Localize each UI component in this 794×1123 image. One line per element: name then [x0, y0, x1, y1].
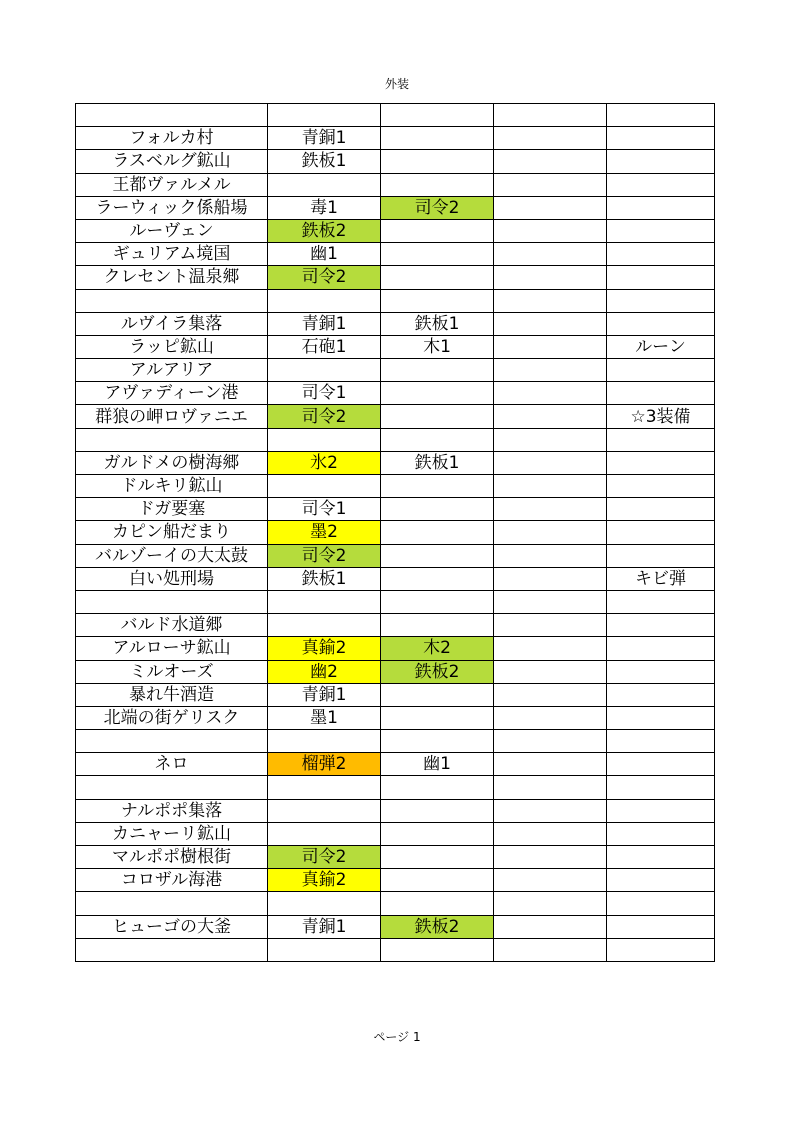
material-cell	[607, 683, 715, 706]
material-cell	[494, 915, 607, 938]
material-cell: ルーン	[607, 335, 715, 358]
material-cell	[607, 127, 715, 150]
material-cell: キビ弾	[607, 567, 715, 590]
material-cell: 木2	[381, 637, 494, 660]
location-cell: ヒューゴの大釜	[76, 915, 268, 938]
material-cell	[494, 544, 607, 567]
material-cell	[268, 104, 381, 127]
material-cell: 司令2	[268, 266, 381, 289]
material-cell	[494, 219, 607, 242]
material-cell	[607, 312, 715, 335]
material-cell	[607, 799, 715, 822]
location-cell: ルーヴェン	[76, 219, 268, 242]
material-cell	[268, 475, 381, 498]
location-cell	[76, 730, 268, 753]
material-cell	[381, 730, 494, 753]
table-row	[76, 173, 715, 196]
location-cell: クレセント温泉郷	[76, 266, 268, 289]
material-cell	[268, 173, 381, 196]
material-cell	[607, 660, 715, 683]
material-cell: 榴弾2	[268, 753, 381, 776]
material-cell	[494, 405, 607, 428]
material-cell	[381, 405, 494, 428]
location-cell: 暴れ牛酒造	[76, 683, 268, 706]
material-cell	[607, 451, 715, 474]
material-cell	[268, 938, 381, 961]
material-cell	[381, 846, 494, 869]
material-cell	[381, 243, 494, 266]
table-row	[76, 544, 715, 567]
material-cell	[381, 104, 494, 127]
material-cell	[494, 706, 607, 729]
location-cell: 王都ヴァルメル	[76, 173, 268, 196]
table-row	[76, 822, 715, 845]
location-cell: フォルカ村	[76, 127, 268, 150]
material-cell	[607, 498, 715, 521]
location-cell: ラーウィック係船場	[76, 196, 268, 219]
location-cell: ギュリアム境国	[76, 243, 268, 266]
location-cell: ルヴイラ集落	[76, 312, 268, 335]
material-cell	[607, 104, 715, 127]
material-cell	[494, 776, 607, 799]
material-cell	[494, 498, 607, 521]
location-cell: ラスベルグ鉱山	[76, 150, 268, 173]
material-cell	[268, 614, 381, 637]
material-cell	[381, 544, 494, 567]
location-cell	[76, 289, 268, 312]
material-cell	[381, 173, 494, 196]
material-cell: 青銅1	[268, 915, 381, 938]
material-cell	[607, 266, 715, 289]
material-cell: 石砲1	[268, 335, 381, 358]
material-cell: 木1	[381, 335, 494, 358]
material-cell	[494, 266, 607, 289]
material-cell	[607, 521, 715, 544]
material-cell	[607, 938, 715, 961]
material-cell: 毒1	[268, 196, 381, 219]
location-cell: バルド水道郷	[76, 614, 268, 637]
table-row	[76, 312, 715, 335]
material-cell: 青銅1	[268, 683, 381, 706]
table-row	[76, 382, 715, 405]
material-cell	[381, 938, 494, 961]
material-cell	[607, 892, 715, 915]
material-cell	[381, 614, 494, 637]
location-cell: 群狼の岬ロヴァニエ	[76, 405, 268, 428]
material-cell: 鉄板1	[268, 567, 381, 590]
material-cell	[607, 776, 715, 799]
material-cell	[607, 614, 715, 637]
material-cell	[381, 683, 494, 706]
material-cell: 墨2	[268, 521, 381, 544]
material-cell	[381, 382, 494, 405]
material-cell	[494, 451, 607, 474]
material-cell	[268, 822, 381, 845]
material-cell	[607, 382, 715, 405]
table-row	[76, 892, 715, 915]
material-cell	[607, 730, 715, 753]
table-row	[76, 150, 715, 173]
material-cell	[494, 312, 607, 335]
material-cell	[494, 846, 607, 869]
material-cell: 司令2	[268, 405, 381, 428]
location-cell: ドルキリ鉱山	[76, 475, 268, 498]
material-cell	[607, 753, 715, 776]
material-cell	[381, 127, 494, 150]
table-row	[76, 405, 715, 428]
material-cell	[494, 150, 607, 173]
material-cell	[268, 590, 381, 613]
material-cell: 幽1	[268, 243, 381, 266]
material-cell	[607, 428, 715, 451]
table-row	[76, 706, 715, 729]
material-cell: ☆3装備	[607, 405, 715, 428]
material-cell	[607, 219, 715, 242]
location-cell	[76, 892, 268, 915]
material-cell	[494, 567, 607, 590]
table-row	[76, 289, 715, 312]
material-cell	[381, 869, 494, 892]
location-cell: アヴァディーン港	[76, 382, 268, 405]
location-cell	[76, 938, 268, 961]
table-row	[76, 938, 715, 961]
material-cell	[381, 150, 494, 173]
table-row	[76, 475, 715, 498]
table-row	[76, 521, 715, 544]
material-cell	[494, 753, 607, 776]
material-cell: 青銅1	[268, 312, 381, 335]
material-cell	[494, 590, 607, 613]
material-cell	[494, 869, 607, 892]
material-cell	[607, 846, 715, 869]
material-cell	[381, 590, 494, 613]
table-row	[76, 219, 715, 242]
material-cell: 鉄板2	[381, 915, 494, 938]
location-cell: バルゾーイの大太鼓	[76, 544, 268, 567]
material-cell	[381, 359, 494, 382]
material-cell	[607, 173, 715, 196]
material-cell	[381, 289, 494, 312]
material-cell	[494, 359, 607, 382]
material-cell	[494, 289, 607, 312]
location-cell	[76, 104, 268, 127]
material-cell: 鉄板2	[381, 660, 494, 683]
material-cell: 幽2	[268, 660, 381, 683]
table-row	[76, 266, 715, 289]
table-row	[76, 243, 715, 266]
material-cell	[381, 799, 494, 822]
table-row	[76, 567, 715, 590]
material-cell	[494, 822, 607, 845]
location-cell: コロザル海港	[76, 869, 268, 892]
table-row	[76, 683, 715, 706]
material-cell	[381, 498, 494, 521]
material-cell	[494, 799, 607, 822]
table-row	[76, 799, 715, 822]
material-cell: 真鍮2	[268, 869, 381, 892]
location-cell: ネロ	[76, 753, 268, 776]
location-cell: マルポポ樹根街	[76, 846, 268, 869]
location-cell: アルローサ鉱山	[76, 637, 268, 660]
material-cell	[381, 567, 494, 590]
location-cell	[76, 590, 268, 613]
table-row	[76, 451, 715, 474]
spreadsheet-body	[76, 104, 715, 962]
material-cell	[494, 892, 607, 915]
material-cell: 墨1	[268, 706, 381, 729]
material-cell	[494, 614, 607, 637]
material-cell	[607, 243, 715, 266]
material-cell: 司令2	[268, 544, 381, 567]
material-cell	[381, 706, 494, 729]
material-cell	[494, 938, 607, 961]
material-cell	[607, 150, 715, 173]
material-cell	[607, 869, 715, 892]
table-row	[76, 846, 715, 869]
material-cell: 司令1	[268, 498, 381, 521]
table-row	[76, 428, 715, 451]
location-cell: ミルオーズ	[76, 660, 268, 683]
material-cell	[381, 475, 494, 498]
material-cell: 鉄板1	[268, 150, 381, 173]
material-cell	[268, 428, 381, 451]
table-row	[76, 637, 715, 660]
location-cell: ラッピ鉱山	[76, 335, 268, 358]
material-cell: 真鍮2	[268, 637, 381, 660]
material-cell	[268, 289, 381, 312]
material-cell	[381, 266, 494, 289]
location-cell	[76, 776, 268, 799]
location-cell: ナルポポ集落	[76, 799, 268, 822]
material-cell	[268, 730, 381, 753]
material-cell: 鉄板2	[268, 219, 381, 242]
material-cell	[268, 892, 381, 915]
table-row	[76, 590, 715, 613]
table-row	[76, 660, 715, 683]
material-cell	[381, 219, 494, 242]
material-cell	[607, 544, 715, 567]
material-cell	[607, 590, 715, 613]
material-cell	[607, 822, 715, 845]
material-cell	[494, 127, 607, 150]
material-cell	[494, 104, 607, 127]
location-cell: ドガ要塞	[76, 498, 268, 521]
table-row	[76, 915, 715, 938]
material-cell	[494, 428, 607, 451]
material-cell	[494, 730, 607, 753]
material-cell	[494, 683, 607, 706]
location-cell	[76, 428, 268, 451]
location-cell: 白い処刑場	[76, 567, 268, 590]
table-row	[76, 614, 715, 637]
page-header: 外装	[384, 77, 409, 91]
material-cell: 幽1	[381, 753, 494, 776]
table-row	[76, 753, 715, 776]
material-cell	[268, 799, 381, 822]
material-cell: 氷2	[268, 451, 381, 474]
table-row	[76, 730, 715, 753]
material-cell	[607, 196, 715, 219]
material-cell	[607, 915, 715, 938]
location-cell: ガルドメの樹海郷	[76, 451, 268, 474]
material-cell	[494, 196, 607, 219]
material-cell: 鉄板1	[381, 312, 494, 335]
location-cell: カピン船だまり	[76, 521, 268, 544]
material-cell: 司令2	[381, 196, 494, 219]
material-cell	[494, 382, 607, 405]
material-cell	[381, 521, 494, 544]
material-cell: 司令1	[268, 382, 381, 405]
material-cell: 鉄板1	[381, 451, 494, 474]
spreadsheet-table	[75, 103, 715, 962]
table-row	[76, 498, 715, 521]
table-row	[76, 104, 715, 127]
location-cell: カニャーリ鉱山	[76, 822, 268, 845]
material-cell	[494, 335, 607, 358]
material-cell	[494, 660, 607, 683]
material-cell	[381, 428, 494, 451]
table-row	[76, 359, 715, 382]
material-cell	[381, 822, 494, 845]
table-row	[76, 335, 715, 358]
material-cell	[607, 359, 715, 382]
material-cell: 青銅1	[268, 127, 381, 150]
material-cell	[494, 637, 607, 660]
table-row	[76, 776, 715, 799]
material-cell	[381, 776, 494, 799]
material-cell	[268, 359, 381, 382]
page-footer: ページ 1	[373, 1030, 421, 1044]
material-cell	[607, 706, 715, 729]
material-cell: 司令2	[268, 846, 381, 869]
location-cell: アルアリア	[76, 359, 268, 382]
location-cell: 北端の街ゲリスク	[76, 706, 268, 729]
material-cell	[381, 892, 494, 915]
table-row	[76, 196, 715, 219]
table-row	[76, 869, 715, 892]
material-cell	[494, 173, 607, 196]
material-cell	[494, 475, 607, 498]
material-cell	[607, 289, 715, 312]
material-cell	[494, 521, 607, 544]
material-cell	[268, 776, 381, 799]
material-cell	[607, 475, 715, 498]
material-cell	[494, 243, 607, 266]
table-row	[76, 127, 715, 150]
material-cell	[607, 637, 715, 660]
